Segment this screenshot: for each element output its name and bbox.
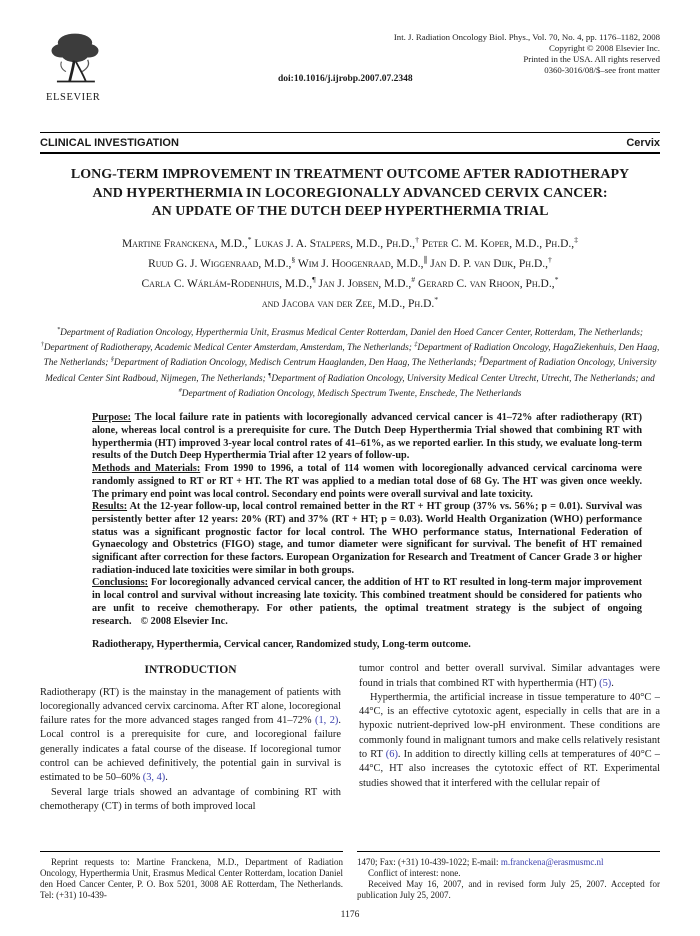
section-topic: Cervix xyxy=(626,137,660,149)
footnotes xyxy=(40,851,660,901)
abstract-label: Results: xyxy=(92,501,128,513)
paragraph: Radiotherapy (RT) is the mainstay in the management of patients with locoregionally advanced cervix carcinoma. After RT alone, locoregional failure rates for the more advanced stages ranged from 41–72% (1, 2). Local control is a prerequisite for cure, and locoregional failure generally indicates a fatal course of the disease. If locoregional tumor control can be achieved definitively, the potential gain in survival is estimated to be 50–60% (3, 4). xyxy=(40,686,341,784)
abstract-text: From 1990 to 1996, a total of 114 women with locoregionally advanced cervical carcinoma were randomly assigned to RT or RT + HT. The RT was applied to a median total dose of 68 Gy. The HT was given once weekly. The primary end point was local control. Secondary end points were overall survival and late toxicity. xyxy=(92,463,643,500)
abstract-label: Methods and Materials: xyxy=(92,463,201,475)
author-list xyxy=(40,232,660,313)
received-dates: Received May 16, 2007, and in revised form July 25, 2007. Accepted for publication July 25, 2007. xyxy=(357,879,660,901)
right-column xyxy=(359,662,660,842)
abstract-copyright: © 2008 Elsevier Inc. xyxy=(140,615,228,627)
masthead xyxy=(40,30,660,132)
article-title xyxy=(46,166,654,222)
abstract-purpose xyxy=(92,412,642,463)
paragraph: Hyperthermia, the artificial increase in tissue temperature to 40°C – 44°C, is an effective cytotoxic agent, especially in cells that are in a hypoxic nutrient-deprived low-pH environment. These conditions are commonly found in malignant tumors and make cells relatively resistant to RT (6). In addition to directly killing cells at temperatures of 40°C – 44°C, HT also increases the cytotoxic effect of RT. Experimental studies showed that it interfered with the cellular repair of xyxy=(359,691,660,789)
introduction-heading: INTRODUCTION xyxy=(144,664,237,677)
abstract-methods xyxy=(92,463,642,501)
title-line: AN UPDATE OF THE DUTCH DEEP HYPERTHERMIA TRIAL xyxy=(151,204,549,219)
paragraph: tumor control and better overall survival. Similar advantages were found in trials that combined RT with hyperthermia (HT) (5). xyxy=(359,663,660,689)
reprint-requests: Reprint requests to: Martine Franckena, M.D., Department of Radiation Oncology, Hyperthermia Unit, Erasmus Medical Center Rotterdam, location Daniel den Hoed Cancer Center, P. O. Box 5201, 3008 AE Rotterdam, The Netherlands. Tel: (+31) 10-439- xyxy=(40,857,343,901)
footnote-right xyxy=(357,851,660,901)
abstract-label: Purpose: xyxy=(92,412,132,424)
abstract-text: For locoregionally advanced cervical cancer, the addition of HT to RT resulted in long-term major improvement in local control and survival without increasing late toxicity. This combined treatment should be considered for patients who are unfit to receive chemotherapy. For other patients, the optimal treatment strategy is the subject of ongoing research. xyxy=(92,577,642,627)
email-link[interactable]: m.franckena@erasmusmc.nl xyxy=(500,857,604,868)
citation-link[interactable]: (6) xyxy=(385,749,398,761)
left-column xyxy=(40,662,341,842)
section-rule xyxy=(40,152,660,154)
section-label: CLINICAL INVESTIGATION xyxy=(40,137,179,149)
body-columns xyxy=(40,662,660,842)
paragraph: Several large trials showed an advantage of combining RT with chemotherapy (CT) in terms of both improved local xyxy=(40,786,341,812)
elsevier-tree-icon xyxy=(46,30,104,86)
conflict-of-interest: Conflict of interest: none. xyxy=(368,868,461,879)
contact-line: 1470; Fax: (+31) 10-439-1022; E-mail: m.franckena@erasmusmc.nl xyxy=(357,857,604,868)
abstract-results xyxy=(92,501,642,577)
section-bar xyxy=(40,133,660,152)
author-line: Ruud G. J. Wiggenraad, M.D.,§ Wim J. Hoogenraad, M.D.,∥ Jan D. P. van Dijk, Ph.D.,† xyxy=(148,254,552,270)
issn-line: 0360-3016/08/$–see front matter xyxy=(544,65,660,75)
title-line: AND HYPERTHERMIA IN LOCOREGIONALLY ADVANCED CERVIX CANCER: xyxy=(92,185,608,201)
author-line: and Jacoba van der Zee, M.D., Ph.D.* xyxy=(261,295,439,311)
elsevier-logo xyxy=(46,30,124,103)
abstract-text: The local failure rate in patients with locoregionally advanced cervical cancer is 41–72% after radiotherapy (RT) alone, whereas local control is a prerequisite for cure. The Dutch Deep Hyperthermia Trial showed that combining RT with hyperthermia (HT) improved 3-year local control rates of 41–61%, as we reported earlier. In this study, we evaluate long-term results of the Dutch Deep Hyperthermia Trial after 12 years of follow-up. xyxy=(92,412,642,462)
journal-info xyxy=(394,32,660,76)
author-line: Carla C. Wárlám-Rodenhuis, M.D.,¶ Jan J. Jobsen, M.D.,# Gerard C. van Rhoon, Ph.D.,* xyxy=(141,275,559,290)
title-line: LONG-TERM IMPROVEMENT IN TREATMENT OUTCOME AFTER RADIOTHERAPY xyxy=(70,167,630,182)
keywords: Radiotherapy, Hyperthermia, Cervical cancer, Randomized study, Long-term outcome. xyxy=(92,639,471,651)
copyright-line: Copyright © 2008 Elsevier Inc. xyxy=(548,43,660,53)
printed-line: Printed in the USA. All rights reserved xyxy=(523,54,660,64)
abstract-text: At the 12-year follow-up, local control remained better in the RT + HT group (37% vs. 56%; p = 0.01). Survival was persistently better after 12 years: 20% (RT) and 37% (RT + HT; p = 0.03). World Health Organization (WHO) performance status was a significant prognostic factor for local control. The WHO performance status, International Federation of Gynaecology and Obstetrics (FIGO) stage, and tumor diameter were significant for survival. The benefit of HT remained significant after correction for these factors. European Organization for Research and Treatment of Cancer Grade 3 or higher radiation-induced late toxicities were similar in both groups. xyxy=(92,501,642,576)
page-number: 1176 xyxy=(340,910,360,921)
abstract-conclusions xyxy=(92,577,642,628)
doi-text: doi:10.1016/j.ijrobp.2007.07.2348 xyxy=(278,74,413,84)
citation-link[interactable]: (1, 2) xyxy=(315,715,339,727)
citation-link[interactable]: (5) xyxy=(599,677,612,689)
journal-citation-line: Int. J. Radiation Oncology Biol. Phys., Vol. 70, No. 4, pp. 1176–1182, 2008 xyxy=(393,32,660,42)
abstract-label: Conclusions: xyxy=(92,577,149,589)
elsevier-logo-label: ELSEVIER xyxy=(46,92,101,103)
citation-link[interactable]: (3, 4) xyxy=(142,772,166,784)
footnote-left xyxy=(40,851,343,901)
abstract xyxy=(92,412,642,628)
author-line: Martine Franckena, M.D.,* Lukas J. A. Stalpers, M.D., Ph.D.,† Peter C. M. Koper, M.D., Ph.D.,‡ xyxy=(121,234,579,250)
affiliations: *Department of Radiation Oncology, Hyperthermia Unit, Erasmus Medical Center Rotterdam, Daniel den Hoed Cancer Center, Rotterdam, The Netherlands; †Department of Radiotherapy, Academic Medical Center Amsterdam, Amsterdam, The Netherlands; ‡Department of Radiation Oncology, HagaZiekenhuis, Den Haag, The Netherlands; §Department of Radiation Oncology, Medisch Centrum Haaglanden, Den Haag, The Netherlands; ∥Department of Radiation Oncology, University Medical Center Sint Radboud, Nijmegen, The Netherlands; ¶Department of Radiation Oncology, University Medical Center Utrecht, Utrecht, The Netherlands; and #Department of Radiation Oncology, Medisch Spectrum Twente, Enschede, The Netherlands xyxy=(40,325,660,400)
